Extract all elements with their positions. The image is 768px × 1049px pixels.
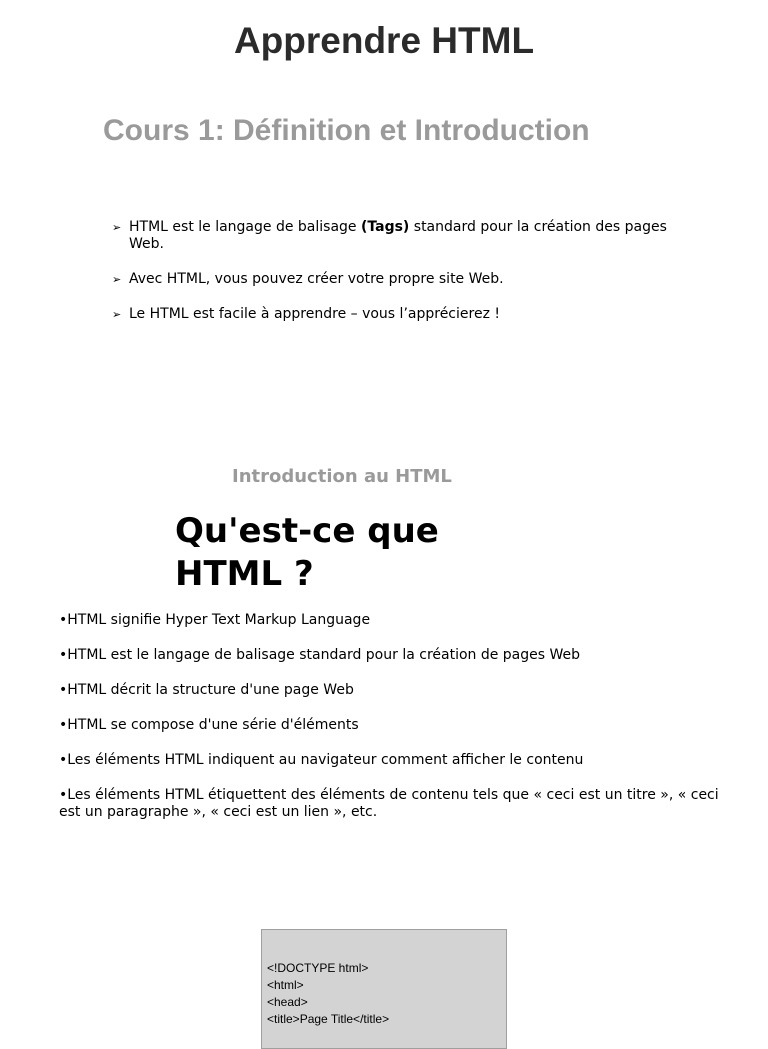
code-line: <html> — [267, 978, 304, 992]
document-title: Apprendre HTML — [233, 20, 535, 61]
arrow-bullet-icon: ➢ — [112, 308, 122, 321]
intro-bullet-list — [112, 219, 672, 341]
section-heading: Qu'est-ce que HTML ? — [175, 511, 439, 594]
arrow-bullet-icon: ➢ — [112, 221, 122, 234]
list-item: •Les éléments HTML étiquettent des éléments de contenu tels que « ceci est un titre », « ceci est un paragraphe », « ceci est un lien », etc. — [59, 787, 719, 820]
intro-bullet-item — [112, 306, 672, 323]
html-facts-list — [59, 612, 719, 839]
code-line: <title>Page Title</title> — [267, 1012, 390, 1026]
code-line: <head> — [267, 995, 308, 1009]
intro-bullet-text: HTML est le langage de balisage — [129, 219, 361, 235]
course-title: Cours 1: Définition et Introduction — [103, 114, 590, 147]
list-item: •Les éléments HTML indiquent au navigateur comment afficher le contenu — [59, 752, 584, 768]
tags-emphasis: (Tags) — [360, 219, 410, 235]
intro-bullet-text: Le HTML est facile à apprendre – vous l’apprécierez ! — [129, 306, 500, 322]
intro-bullet-text: Avec HTML, vous pouvez créer votre propre site Web. — [129, 271, 504, 287]
intro-bullet-item — [112, 219, 672, 253]
list-item: •HTML est le langage de balisage standard pour la création de pages Web — [59, 647, 581, 663]
list-item: •HTML se compose d'une série d'éléments — [59, 717, 359, 733]
list-item: •HTML signifie Hyper Text Markup Language — [59, 612, 371, 628]
intro-bullet-item — [112, 271, 672, 288]
code-example-box — [261, 929, 507, 1049]
code-line: <!DOCTYPE html> — [267, 961, 369, 975]
list-item: •HTML décrit la structure d'une page Web — [59, 682, 354, 698]
intro-bullet-text-end: standard pour la création des pages Web. — [129, 219, 667, 252]
arrow-bullet-icon: ➢ — [112, 273, 122, 286]
section-kicker: Introduction au HTML — [232, 466, 452, 487]
